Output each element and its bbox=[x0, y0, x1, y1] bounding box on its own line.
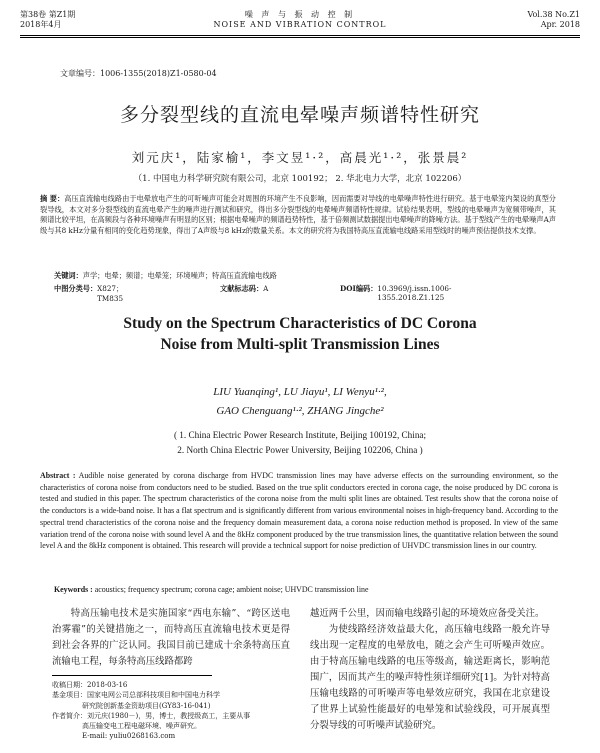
english-affiliation-line2: 2. North China Electric Power University, Beijing 102206, China ) bbox=[177, 445, 423, 455]
chinese-keywords bbox=[54, 271, 556, 281]
journal-name bbox=[20, 10, 580, 30]
chinese-keywords-text: 声学；电晕；频谱；电晕笼；环境噪声；特高压直流输电线路 bbox=[82, 271, 277, 280]
body-paragraph: 特高压输电技术是实施国家“西电东输”、“跨区送电治雾霾”的关键措施之一，而特高压直流输电技术更是得到社会各界的广泛认同。我国目前已建成十余条特高压直流输电工程，每条特高压线路都跨 bbox=[52, 608, 290, 667]
english-abstract bbox=[40, 470, 558, 552]
journal-volume-en bbox=[527, 10, 580, 30]
chinese-abstract-text: 高压直流输电线路由于电晕放电产生的可听噪声可能会对周围的环境产生不良影响，因而需要对导线的电晕噪声特性进行研究。基于电晕笼内架设的真型分裂导线，本文对多分裂型线的直流电晕产生的噪声进行测试和研究，得出多分裂型线的电晕噪声频谱特性规律。试验结果表明，型线的电晕噪声为宽频带噪声，其频谱比较平坦，在高频段与各种环境噪声有明显的区别；根据电晕噪声的频谱趋势特性，基于倍频测试数据提出电晕噪声的降噪方法。基于型线产生的电晕噪声A声级与其8 kHz分量有相同的变化趋势现象，得出了A声级与8 kHz的数量关系。本文的研究将为我国特高压直流输电线路采用型线时的噪声预估提供技术支撑。 bbox=[40, 194, 556, 235]
chinese-authors: 刘元庆¹，陆家榆¹，李文昱¹·²，高晨光¹·²，张景晨² bbox=[131, 150, 469, 165]
chinese-abstract-label: 摘 要： bbox=[40, 194, 65, 203]
received-date: 收稿日期：2018-03-16 bbox=[52, 681, 128, 689]
journal-name-cn: 噪 声 与 振 动 控 制 bbox=[244, 10, 356, 19]
english-title: Study on the Spectrum Characteristics of DC Corona Noise from Multi-split Transmission Lines bbox=[123, 315, 477, 353]
footnote-rule bbox=[52, 675, 212, 676]
header-rule bbox=[20, 35, 580, 36]
english-abstract-text: Audible noise generated by corona discharge from HVDC transmission lines may have adverse effects on the surrounding environment, so the characteristics of corona noise from conductors need to be studied. Based on the true split conductors erected in corona cage, the noise produced by DC corona is tested and studied in this paper. The spectrum characteristics of the corona noise from the multi split lines are obtained. Test results show that the corona noise of the conductors is a wide-band noise. It has a flat spectrum and is significantly different from various environmental noises in high-frequency band. According to the spectral trend characteristics of the corona noise and the frequency domain measurement data, a corona noise reduction method is proposed. In view of the same variation trend of the corona noise with sound level A and the 8kHz component produced by the true transmission lines, the quantitative relation between the sound level A and the 8kHz component is obtained. This research will provide a technical support for noise prediction of UHVDC transmission lines in our country. bbox=[40, 471, 558, 551]
clc-number bbox=[54, 284, 124, 303]
volume-issue-en: Vol.38 No.Z1 bbox=[527, 10, 580, 19]
footnotes bbox=[52, 680, 290, 742]
body-right-column bbox=[310, 606, 550, 734]
body-left-column bbox=[52, 606, 290, 670]
fund-info: 基金项目：国家电网公司总部科技项目和中国电力科学 bbox=[52, 691, 220, 700]
author-bio: 作者简介：刘元庆(1980－)，男，博士，教授级高工，主要从事 bbox=[52, 711, 251, 720]
body-paragraph: 越近两千公里，因而输电线路引起的环境效应备受关注。 bbox=[310, 608, 545, 619]
issue-date-en: Apr. 2018 bbox=[540, 20, 580, 29]
clc-value: X827；TM835 bbox=[97, 284, 124, 303]
document-code-label: 文献标志码： bbox=[220, 284, 264, 293]
english-authors-line1: LIU Yuanqing¹, LU Jiayu¹, LI Wenyu¹·², bbox=[213, 386, 387, 398]
journal-name-en: NOISE AND VIBRATION CONTROL bbox=[213, 20, 387, 29]
body-paragraph: 为使线路经济效益最大化，高压输电线路一般允许导线出现一定程度的电晕放电，随之会产生可听噪声效应。由于特高压输电线路的电压等级高，输送距离长，影响范围广，因而其产生的噪声特性须详细研究[1]。为针对特高压输电线路的可听噪声等电晕效应研究，我国在北京建设了世界上试验性能最好的电晕笼和试验线段，可开展真型分裂导线的可听噪声试验研究。 bbox=[310, 624, 550, 731]
english-affiliation bbox=[0, 428, 600, 458]
header-rule-thin bbox=[20, 37, 580, 38]
doi bbox=[340, 284, 452, 302]
english-abstract-label: Abstract : bbox=[40, 471, 76, 480]
english-authors-line2: GAO Chenguang¹·², ZHANG Jingche² bbox=[216, 405, 384, 417]
english-affiliation-line1: ( 1. China Electric Power Research Institute, Beijing 100192, China; bbox=[173, 430, 427, 440]
chinese-abstract bbox=[40, 194, 556, 236]
issue-date-cn: 2018年4月 bbox=[20, 20, 62, 29]
fund-info-cont: 研究院创新基金资助项目(GY83-16-041) bbox=[82, 701, 211, 710]
author-email: E-mail: yuliu0268163.com bbox=[82, 732, 176, 741]
article-number: 文章编号：1006-1355(2018)Z1-0580-04 bbox=[60, 69, 217, 78]
doi-label: DOI编码： bbox=[340, 284, 378, 293]
document-code bbox=[220, 284, 269, 294]
english-authors bbox=[0, 383, 600, 421]
running-header bbox=[20, 10, 580, 36]
chinese-keywords-label: 关键词： bbox=[54, 271, 83, 280]
document-code-value: A bbox=[263, 284, 269, 293]
english-keywords-label: Keywords : bbox=[54, 585, 93, 594]
author-bio-cont: 高压输变电工程电磁环境、噪声研究。 bbox=[82, 722, 201, 731]
english-keywords bbox=[54, 585, 558, 594]
clc-label: 中图分类号： bbox=[54, 284, 98, 293]
volume-issue: 第38卷 第Z1期 bbox=[20, 10, 76, 19]
chinese-title: 多分裂型线的直流电晕噪声频谱特性研究 bbox=[119, 104, 480, 126]
english-keywords-text: acoustics; frequency spectrum; corona cage; ambient noise; UHVDC transmission line bbox=[94, 585, 369, 594]
chinese-affiliation: （1. 中国电力科学研究院有限公司，北京 100192； 2. 华北电力大学，北京 102206） bbox=[133, 174, 467, 184]
doi-value: 10.3969/j.issn.1006-1355.2018.Z1.125 bbox=[377, 284, 452, 302]
